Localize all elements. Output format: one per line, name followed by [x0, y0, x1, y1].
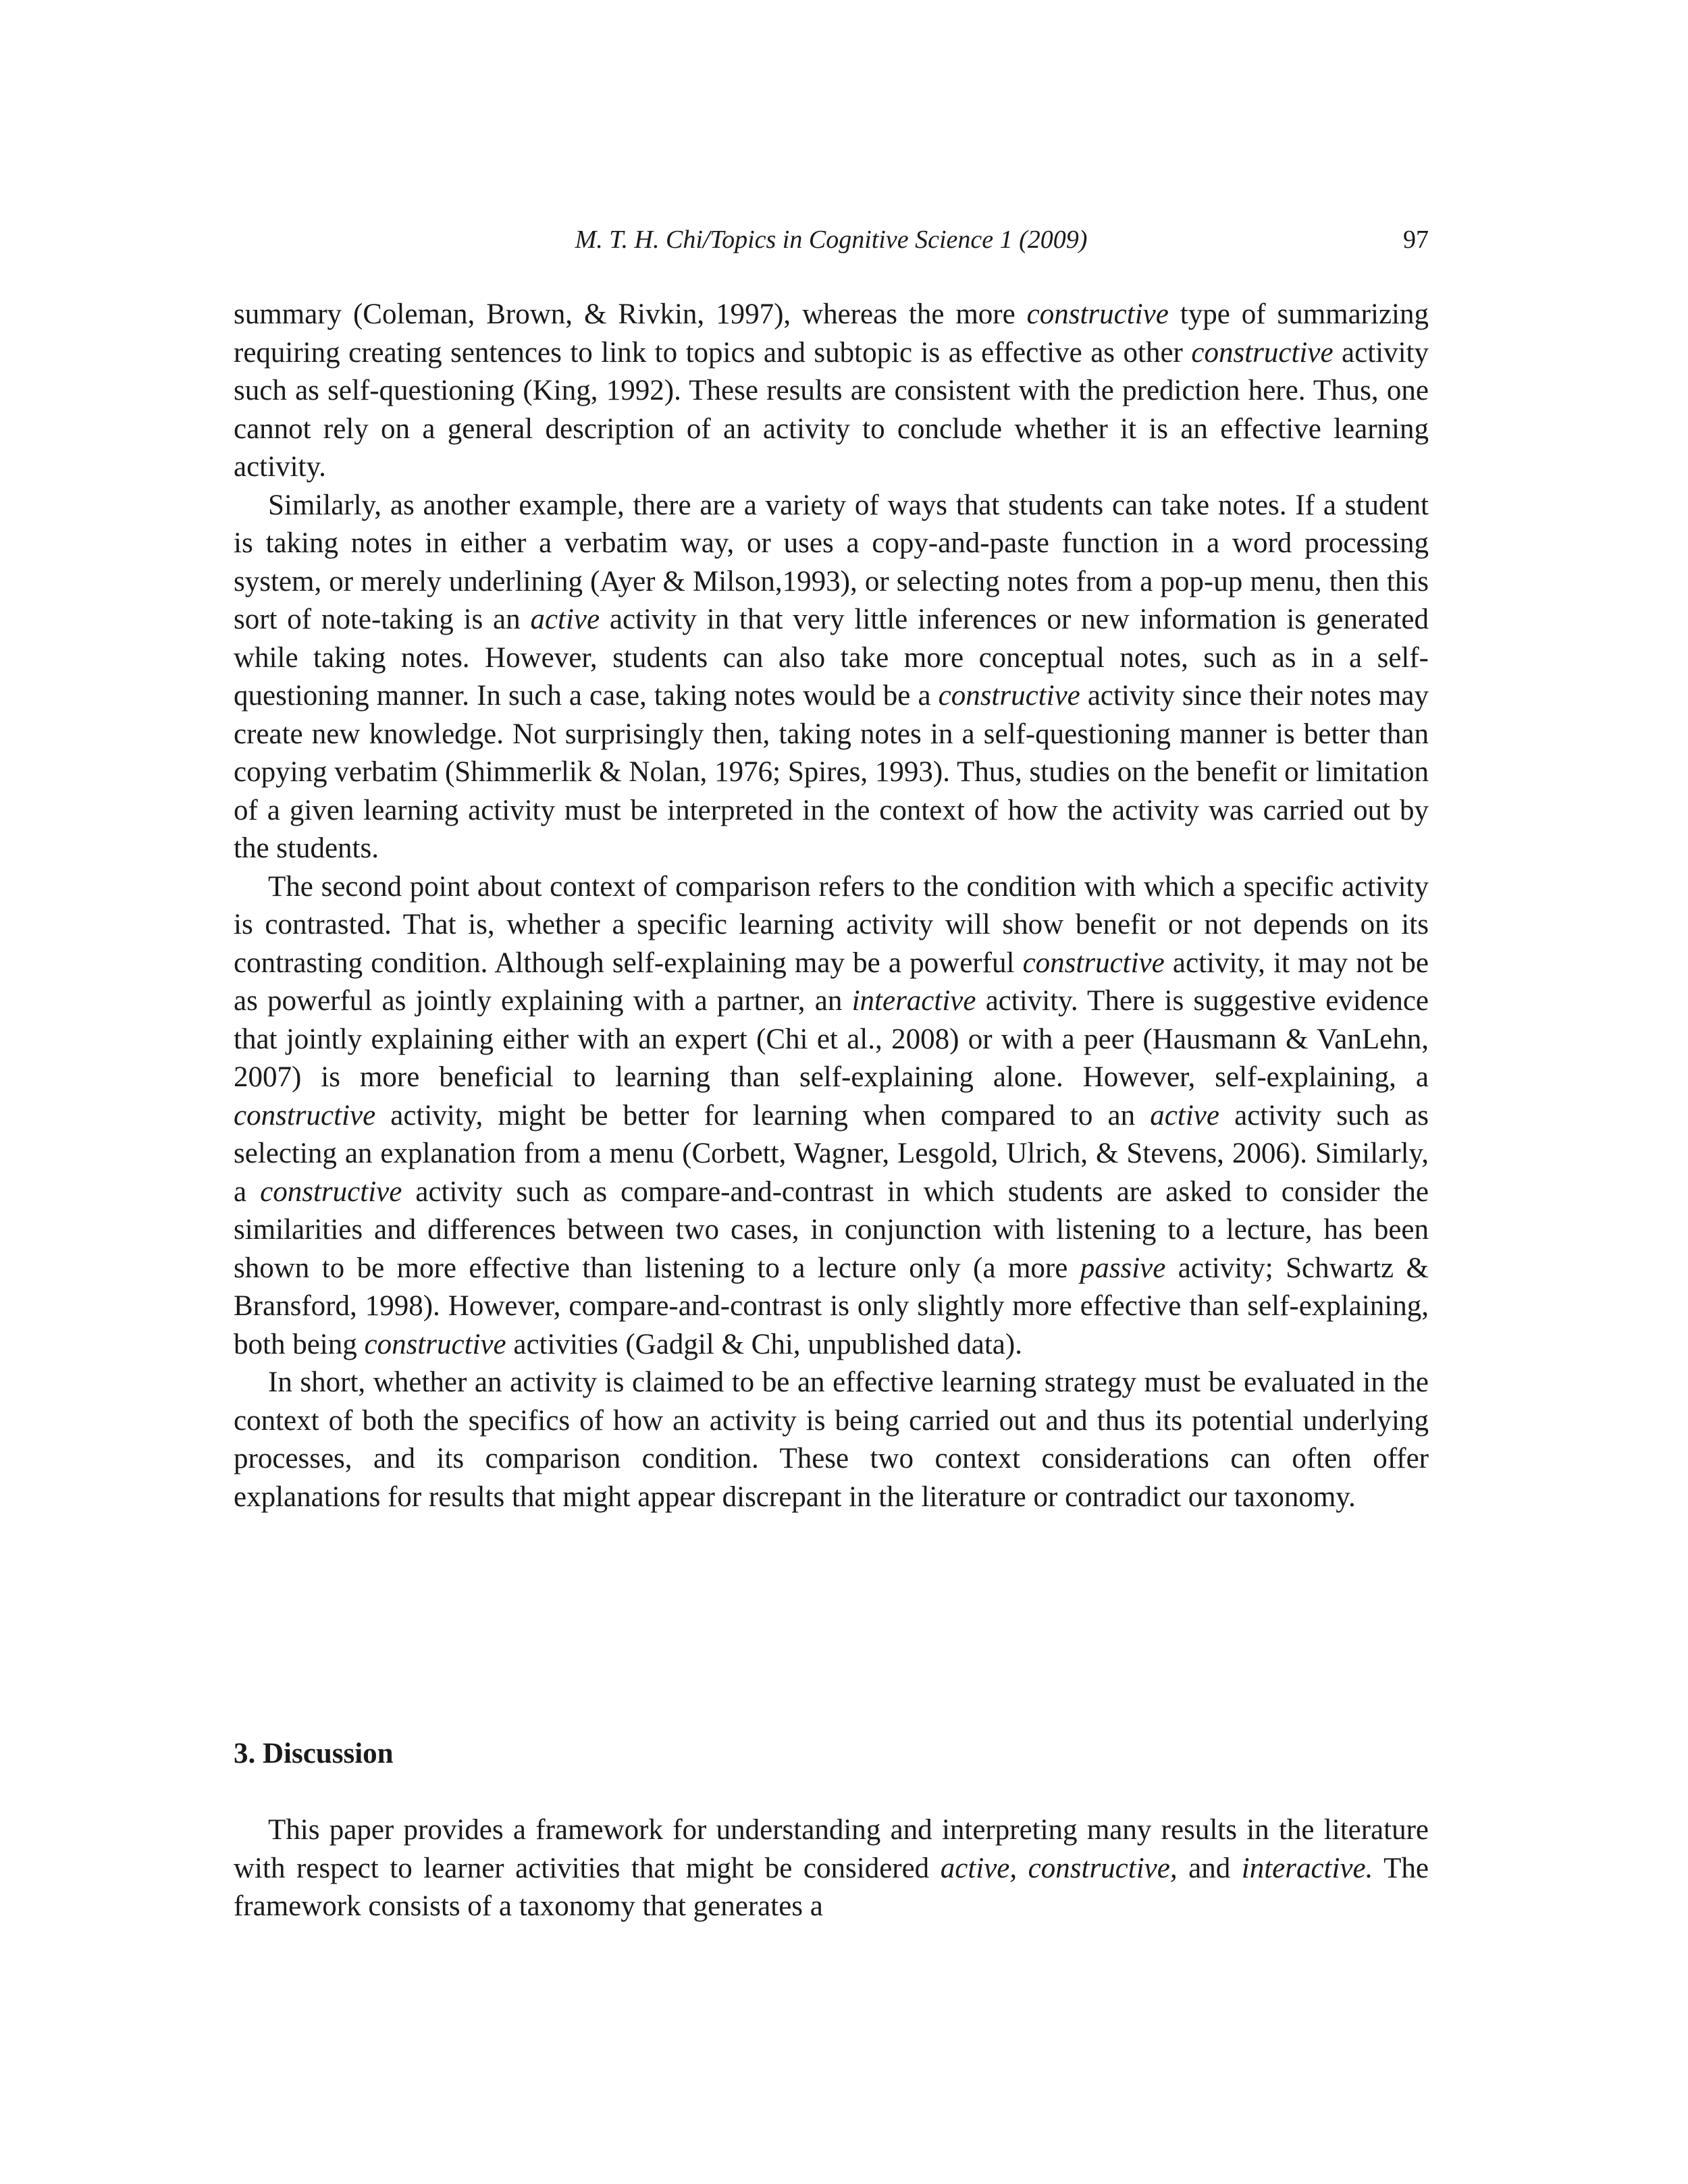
paragraph-summary-continuation: summary (Coleman, Brown, & Rivkin, 1997), whereas the more constructive type of summarizing requiring creating sentences to link to topics and subtopic is as effective as other constructive activity such as self-questioning (King, 1992). These results are consistent with the prediction here. Thus, one cannot rely on a general description of an activity to conclude whether it is an effective learning activity. — [234, 298, 1429, 483]
page-number: 97 — [1403, 225, 1429, 254]
body-text — [234, 296, 1429, 1516]
discussion-text — [234, 1811, 1429, 1926]
paragraph-comparison-context: The second point about context of comparison refers to the condition with which a specific activity is contrasted. That is, whether a specific learning activity will show benefit or not depends on its contrasting condition. Although self-explaining may be a powerful constructive activity, it may not be as powerful as jointly explaining with a partner, an interactive activity. There is suggestive evidence that jointly explaining either with an expert (Chi et al., 2008) or with a peer (Hausmann & VanLehn, 2007) is more beneficial to learning than self-explaining alone. However, self-explaining, a constructive activity, might be better for learning when compared to an active activity such as selecting an explanation from a menu (Corbett, Wagner, Lesgold, Ulrich, & Stevens, 2006). Similarly, a constructive activity such as compare-and-contrast in which students are asked to consider the similarities and differences between two cases, in conjunction with listening to a lecture, has been shown to be more effective than listening to a lecture only (a more passive activity; Schwartz & Bransford, 1998). However, compare-and-contrast is only slightly more effective than self-explaining, both being constructive activities (Gadgil & Chi, unpublished data). — [234, 870, 1429, 1360]
paragraph-in-short: In short, whether an activity is claimed to be an effective learning strategy must be evaluated in the context of both the specifics of how an activity is being carried out and thus its potential underlying processes, and its comparison condition. These two context considerations can often offer explanations for results that might appear discrepant in the literature or contradict our taxonomy. — [234, 1366, 1429, 1513]
paragraph-discussion: This paper provides a framework for understanding and interpreting many results in the literature with respect to learner activities that might be considered active, constructive, and interactive. The framework consists of a taxonomy that generates a — [234, 1814, 1429, 1922]
section-heading: 3. Discussion — [234, 1738, 394, 1769]
journal-citation: M. T. H. Chi/Topics in Cognitive Science 1 (2009) — [575, 225, 1088, 254]
paragraph-note-taking: Similarly, as another example, there are a variety of ways that students can take notes. If a student is taking notes in either a verbatim way, or uses a copy-and-paste function in a word processing system, or merely underlining (Ayer & Milson,1993), or selecting notes from a pop-up menu, then this sort of note-taking is an active activity in that very little inferences or new information is generated while taking notes. However, students can also take more conceptual notes, such as in a self-questioning manner. In such a case, taking notes would be a constructive activity since their notes may create new knowledge. Not surprisingly then, taking notes in a self-questioning manner is better than copying verbatim (Shimmerlik & Nolan, 1976; Spires, 1993). Thus, studies on the benefit or limitation of a given learning activity must be interpreted in the context of how the activity was carried out by the students. — [234, 489, 1429, 864]
running-head — [234, 223, 1429, 257]
